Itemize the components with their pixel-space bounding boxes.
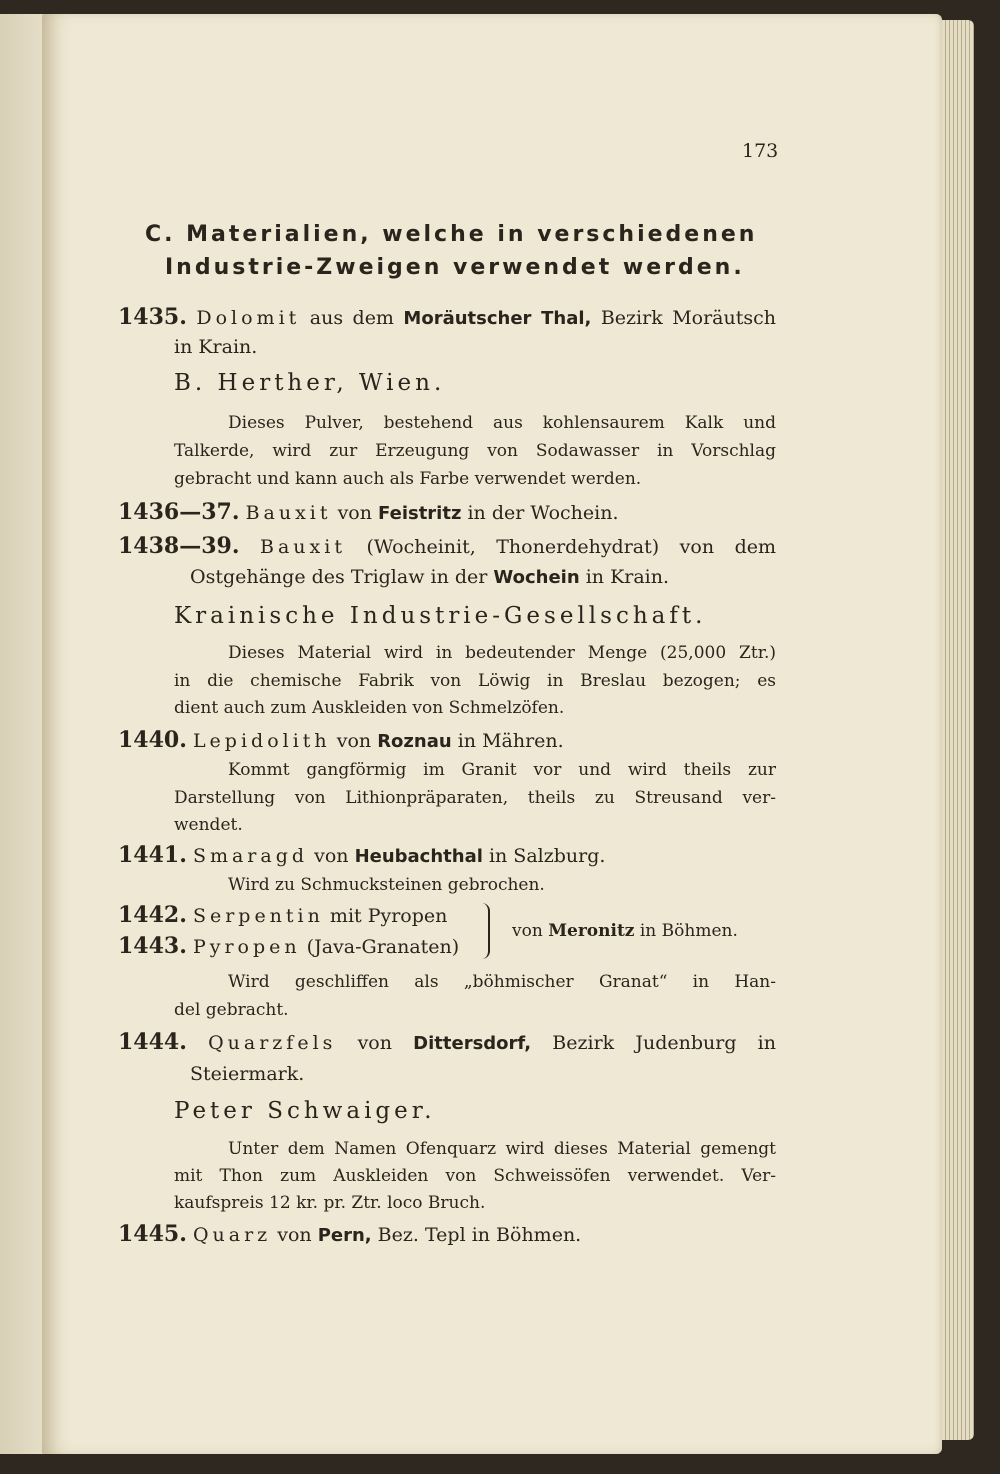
entry-text: Ostgehänge des Triglaw in der <box>190 566 488 588</box>
mineral-name: Smaragd <box>192 845 309 867</box>
heading-line-1: C. Materialien, welche in verschiedenen <box>145 222 758 247</box>
entry-text: in der Wochein. <box>467 502 619 524</box>
entry-text: von <box>314 845 349 867</box>
exhibitor-name: B. Herther, Wien. <box>174 370 446 396</box>
mineral-name: Dolomit <box>196 307 301 329</box>
page-edges <box>938 20 974 1440</box>
entry-number: 1440. <box>118 727 187 753</box>
entry-number: 1436—37. <box>118 499 240 525</box>
entry-text: in Böhmen. <box>639 921 738 941</box>
entry-1445 <box>118 1221 581 1247</box>
description-line: Dieses Pulver, bestehend aus kohlensaurem Kalk und <box>228 413 776 433</box>
entry-text: von <box>336 730 372 752</box>
place-name: Roznau <box>377 731 452 752</box>
description-line: kaufspreis 12 kr. pr. Ztr. loco Bruch. <box>174 1193 486 1213</box>
place-name: Pern, <box>317 1225 372 1246</box>
place-name: Meronitz <box>548 921 635 941</box>
entry-text: (Java-Granaten) <box>306 936 460 958</box>
page-number: 173 <box>742 140 779 162</box>
entry-1440 <box>118 727 564 753</box>
entry-text: aus dem <box>309 307 394 329</box>
entry-1442 <box>118 902 447 928</box>
mineral-name: Quarzfels <box>208 1032 337 1054</box>
entry-text: (Wocheinit, Thonerdehydrat) von dem <box>366 536 776 558</box>
entry-number: 1442. <box>118 902 187 928</box>
entry-number: 1435. <box>118 304 187 330</box>
entry-text: in Mähren. <box>457 730 564 752</box>
entry-number: 1441. <box>118 842 187 868</box>
entry-text: von <box>512 921 543 941</box>
place-name: Wochein <box>493 567 580 588</box>
entry-1435-cont: in Krain. <box>174 336 258 358</box>
entry-text: in Salzburg. <box>488 845 606 867</box>
entry-number: 1444. <box>118 1029 187 1055</box>
entry-number: 1445. <box>118 1221 187 1247</box>
description-line: Darstellung von Lithionpräparaten, theils zu Streusand ver- <box>174 788 776 808</box>
mineral-name: Pyropen <box>192 936 301 958</box>
heading-line-2: Industrie-Zweigen verwendet werden. <box>165 255 745 280</box>
mineral-name: Bauxit <box>245 502 332 524</box>
description-line: Unter dem Namen Ofenquarz wird dieses Material gemengt <box>228 1139 776 1159</box>
shared-origin <box>512 921 738 941</box>
book-gutter <box>0 14 46 1454</box>
mineral-name: Quarz <box>192 1224 272 1246</box>
description-line: dient auch zum Auskleiden von Schmelzöfen. <box>174 698 565 718</box>
entry-1435 <box>118 304 776 330</box>
entry-text: in Krain. <box>585 566 670 588</box>
description-line: Kommt gangförmig im Granit vor und wird theils zur <box>228 760 776 780</box>
mineral-name: Bauxit <box>260 536 346 558</box>
entry-text: von <box>277 1224 312 1246</box>
place-name: Moräutscher Thal, <box>403 308 592 329</box>
description-line: del gebracht. <box>174 1000 289 1020</box>
description-line: Talkerde, wird zur Erzeugung von Sodawasser in Vorschlag <box>174 441 776 461</box>
description-line: mit Thon zum Auskleiden von Schweissöfen verwendet. Ver- <box>174 1166 776 1186</box>
entry-text: mit Pyropen <box>329 905 448 927</box>
entry-1438-39-cont <box>190 566 669 588</box>
description-line: in die chemische Fabrik von Löwig in Breslau bezogen; es <box>174 671 776 691</box>
entry-text: Bezirk Judenburg in <box>552 1032 776 1054</box>
description-line: Wird zu Schmucksteinen gebrochen. <box>228 875 545 895</box>
place-name: Dittersdorf, <box>413 1033 532 1054</box>
grouping-brace <box>478 903 490 959</box>
entry-1438-39 <box>118 533 776 559</box>
entry-1444-cont: Steiermark. <box>190 1063 305 1085</box>
mineral-name: Serpentin <box>192 905 324 927</box>
description-line: wendet. <box>174 815 243 835</box>
exhibitor-name: Krainische Industrie-Gesellschaft. <box>174 603 707 629</box>
mineral-name: Lepidolith <box>192 730 331 752</box>
description-line: Dieses Material wird in bedeutender Menge (25,000 Ztr.) <box>228 643 776 663</box>
description-line: gebracht und kann auch als Farbe verwendet werden. <box>174 469 642 489</box>
entry-text: von <box>337 502 372 524</box>
entry-text: von <box>357 1032 392 1054</box>
entry-1444 <box>118 1029 776 1055</box>
entry-1443 <box>118 933 459 959</box>
entry-1436-37 <box>118 499 619 525</box>
exhibitor-name: Peter Schwaiger. <box>174 1098 436 1124</box>
entry-text: Bez. Tepl in Böhmen. <box>377 1224 582 1246</box>
entry-number: 1443. <box>118 933 187 959</box>
description-line: Wird geschliffen als „böhmischer Granat“ in Han- <box>228 972 776 992</box>
entry-number: 1438—39. <box>118 533 240 559</box>
place-name: Heubachthal <box>354 846 483 867</box>
place-name: Feistritz <box>378 503 462 524</box>
entry-text: Bezirk Moräutsch <box>600 307 776 329</box>
section-heading <box>145 218 785 284</box>
entry-1441 <box>118 842 605 868</box>
